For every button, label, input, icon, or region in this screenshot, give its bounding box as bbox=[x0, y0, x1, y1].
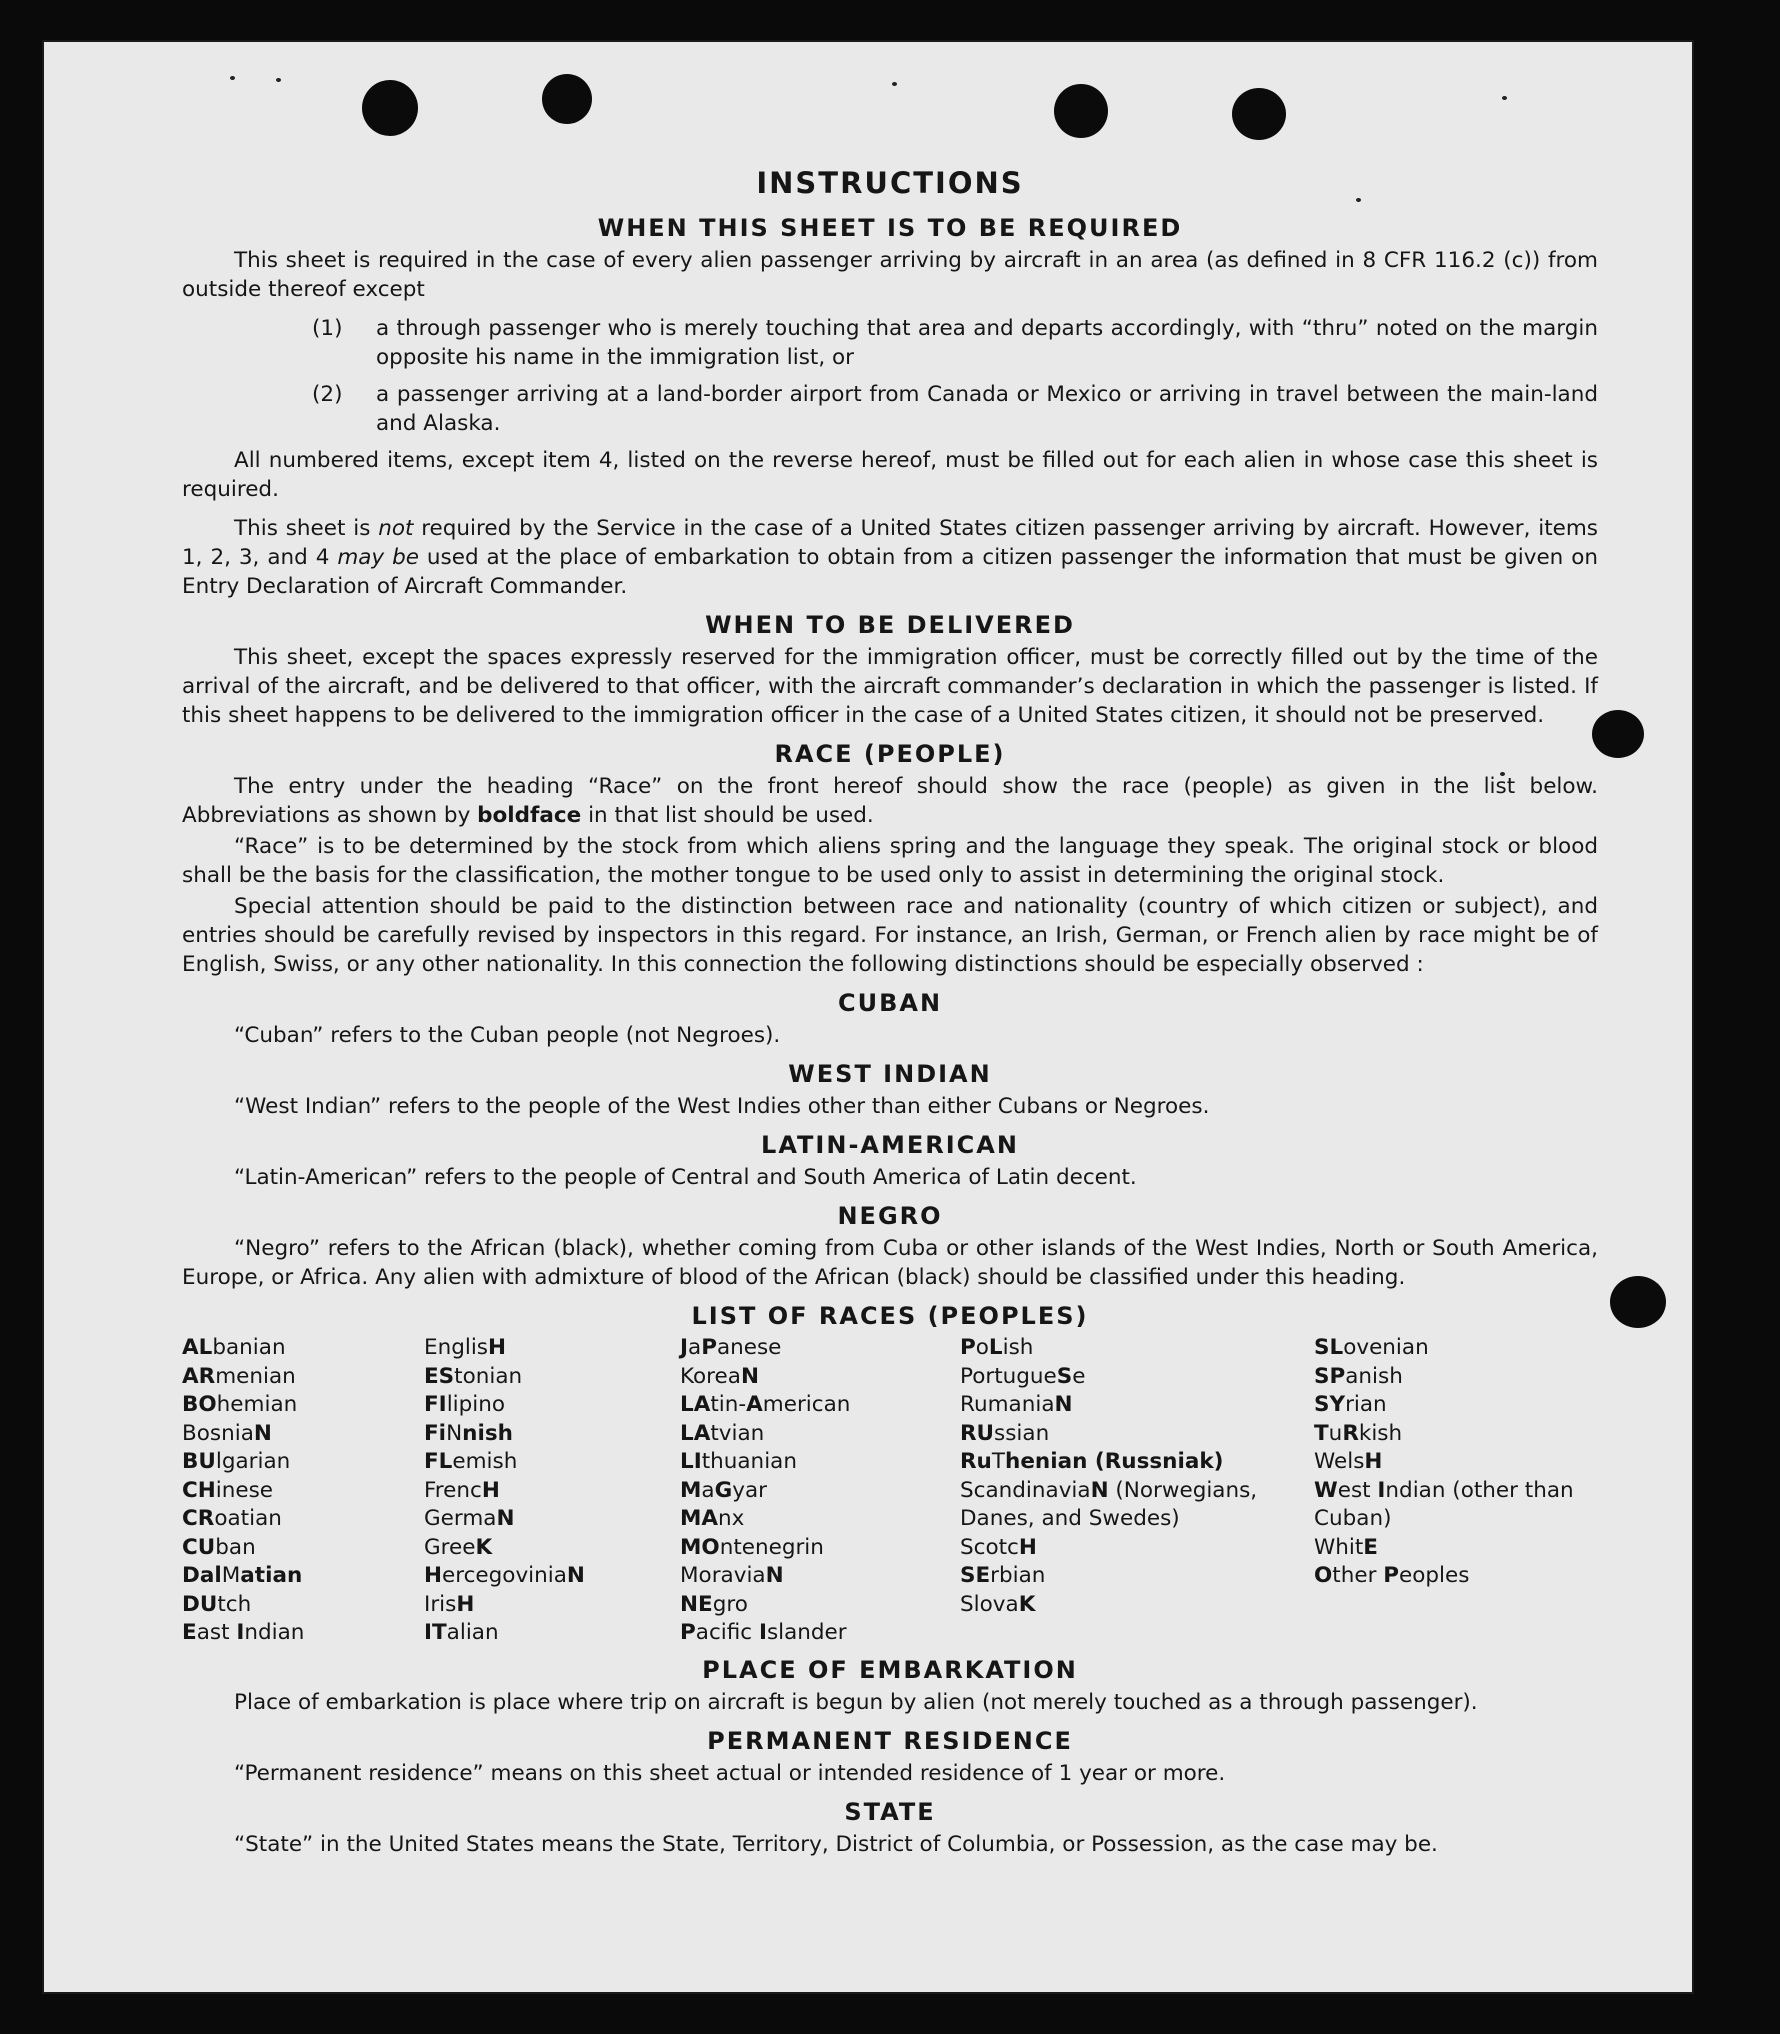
race-entry: BosniaN bbox=[182, 1420, 272, 1446]
race-entry: MOntenegrin bbox=[680, 1534, 824, 1560]
heading-negro: NEGRO bbox=[837, 1202, 943, 1230]
race-entry: CHinese bbox=[182, 1477, 274, 1503]
race-entry: LIthuanian bbox=[680, 1449, 797, 1474]
race-entry: DUtch bbox=[182, 1591, 252, 1617]
speck bbox=[276, 78, 281, 82]
race-entry: ARmenian bbox=[182, 1363, 296, 1389]
speck bbox=[1502, 96, 1507, 100]
race-entry: ITalian bbox=[424, 1620, 499, 1645]
exception-item bbox=[182, 314, 1598, 372]
heading-latin-american: LATIN-AMERICAN bbox=[761, 1131, 1019, 1159]
race-entry: EStonian bbox=[424, 1363, 523, 1389]
races-column bbox=[182, 1334, 424, 1648]
race-entry: Other Peoples bbox=[1314, 1563, 1470, 1588]
latin-american-text: “Latin-American” refers to the people of Central and South America of Latin decent. bbox=[234, 1165, 1137, 1190]
race-entry: JaPanese bbox=[680, 1335, 782, 1360]
item-number: (1) bbox=[312, 316, 343, 341]
race-entry: DalMatian bbox=[182, 1563, 303, 1588]
page-title: INSTRUCTIONS bbox=[756, 166, 1024, 200]
race-paragraph-3: Special attention should be paid to the distinction between race and nationality (country of which citizen or subject), and entries should be carefully revised by inspectors in this regard. For instance, an Irish, German, or French alien by race might be of English, Swiss, or any other nationality. In this connection the following distinctions should be especially observed : bbox=[182, 894, 1598, 977]
race-entry: RUssian bbox=[960, 1420, 1050, 1446]
race-entry: CRoatian bbox=[182, 1506, 282, 1531]
punch-hole bbox=[1610, 1276, 1666, 1328]
item-text: a passenger arriving at a land-border airport from Canada or Mexico or arriving in travel between the main-land and Alaska. bbox=[376, 382, 1598, 436]
race-entry: FiNnish bbox=[424, 1420, 513, 1446]
race-entry: SPanish bbox=[1314, 1363, 1403, 1389]
race-paragraph-1: The entry under the heading “Race” on the front hereof should show the race (people) as given in the list below. Abbreviations as shown by boldface in that list should be used. bbox=[182, 774, 1598, 828]
race-entry: LAtvian bbox=[680, 1420, 765, 1446]
race-entry: East Indian bbox=[182, 1620, 305, 1645]
races-column bbox=[424, 1334, 680, 1648]
race-entry: EnglisH bbox=[424, 1335, 507, 1360]
race-entry: WhitE bbox=[1314, 1534, 1378, 1560]
when-required-intro: This sheet is required in the case of every alien passenger arriving by aircraft in an area (as defined in 8 CFR 116.2 (c)) from outside thereof except bbox=[182, 248, 1598, 302]
instructions-content bbox=[182, 160, 1598, 1869]
races-column bbox=[1314, 1334, 1574, 1648]
race-entry: GermaN bbox=[424, 1506, 515, 1531]
permanent-residence-text: “Permanent residence” means on this sheet actual or intended residence of 1 year or more. bbox=[234, 1760, 1226, 1786]
item-number: (2) bbox=[312, 382, 343, 407]
race-entry: CUban bbox=[182, 1534, 256, 1560]
race-entry: MaGyar bbox=[680, 1477, 767, 1503]
race-entry: ScotcH bbox=[960, 1534, 1037, 1560]
race-entry: PortugueSe bbox=[960, 1363, 1086, 1389]
race-entry: KoreaN bbox=[680, 1363, 759, 1389]
race-entry: HercegoviniaN bbox=[424, 1563, 585, 1588]
cuban-text: “Cuban” refers to the Cuban people (not Negroes). bbox=[234, 1023, 781, 1048]
races-list bbox=[182, 1334, 1598, 1648]
punch-hole bbox=[542, 74, 592, 124]
race-paragraph-2: “Race” is to be determined by the stock from which aliens spring and the language they speak. The original stock or blood shall be the basis for the classification, the mother tongue to be used only to assist in determining the original stock. bbox=[182, 834, 1598, 888]
race-entry: RumaniaN bbox=[960, 1392, 1073, 1417]
heading-west-indian: WEST INDIAN bbox=[788, 1060, 992, 1088]
state-text: “State” in the United States means the State, Territory, District of Columbia, or Possession, as the case may be. bbox=[234, 1831, 1438, 1857]
heading-permanent-residence: PERMANENT RESIDENCE bbox=[707, 1726, 1073, 1755]
race-entry: ScandinaviaN (Norwegians, Danes, and Swedes) bbox=[960, 1477, 1258, 1531]
race-entry: NEgro bbox=[680, 1591, 748, 1617]
race-entry: SLovenian bbox=[1314, 1335, 1429, 1360]
races-column bbox=[960, 1334, 1314, 1648]
race-entry: MAnx bbox=[680, 1506, 745, 1531]
race-entry: BOhemian bbox=[182, 1392, 298, 1417]
race-entry: RuThenian (Russniak) bbox=[960, 1449, 1224, 1474]
heading-state: STATE bbox=[844, 1797, 936, 1826]
speck bbox=[230, 76, 235, 80]
negro-text: “Negro” refers to the African (black), whether coming from Cuba or other islands of the West Indies, North or South America, Europe, or Africa. Any alien with admixture of blood of the African (black) should be classified under this heading. bbox=[182, 1236, 1598, 1290]
citizen-paragraph: This sheet is not required by the Service in the case of a United States citizen passenger arriving by aircraft. However, items 1, 2, 3, and 4 may be used at the place of embarkation to obtain from a citizen passenger the information that must be given on Entry Declaration of Aircraft Commander. bbox=[182, 516, 1599, 599]
race-entry: BUlgarian bbox=[182, 1449, 291, 1474]
race-entry: GreeK bbox=[424, 1534, 493, 1560]
race-entry: IrisH bbox=[424, 1591, 475, 1617]
race-entry: SErbian bbox=[960, 1563, 1046, 1588]
punch-hole bbox=[362, 80, 418, 136]
punch-hole bbox=[1232, 88, 1286, 140]
west-indian-text: “West Indian” refers to the people of the West Indies other than either Cubans or Negroes. bbox=[234, 1094, 1210, 1119]
race-entry: FLemish bbox=[424, 1449, 518, 1474]
numbered-items-paragraph: All numbered items, except item 4, listed on the reverse hereof, must be filled out for each alien in whose case this sheet is required. bbox=[182, 448, 1598, 502]
race-entry: West Indian (other than Cuban) bbox=[1314, 1477, 1574, 1531]
heading-place-of-embarkation: PLACE OF EMBARKATION bbox=[702, 1655, 1078, 1684]
heading-when-delivered: WHEN TO BE DELIVERED bbox=[705, 611, 1075, 639]
race-entry: FIlipino bbox=[424, 1392, 506, 1417]
race-entry: SYrian bbox=[1314, 1392, 1387, 1417]
exception-item bbox=[182, 380, 1598, 438]
race-entry: SlovaK bbox=[960, 1591, 1036, 1617]
race-entry: ALbanian bbox=[182, 1335, 286, 1360]
race-entry: LAtin-American bbox=[680, 1392, 851, 1417]
heading-list-of-races: LIST OF RACES (PEOPLES) bbox=[691, 1302, 1089, 1330]
heading-race: RACE (PEOPLE) bbox=[774, 740, 1006, 768]
item-text: a through passenger who is merely touching that area and departs accordingly, with “thru” noted on the margin opposite his name in the immigration list, or bbox=[376, 316, 1598, 370]
race-entry: PoLish bbox=[960, 1335, 1034, 1360]
punch-hole bbox=[1054, 84, 1108, 138]
speck bbox=[892, 82, 897, 86]
heading-when-required: WHEN THIS SHEET IS TO BE REQUIRED bbox=[597, 214, 1183, 242]
races-column bbox=[680, 1334, 960, 1648]
race-entry: FrencH bbox=[424, 1477, 500, 1503]
when-delivered-text: This sheet, except the spaces expressly reserved for the immigration officer, must be correctly filled out by the time of the arrival of the aircraft, and be delivered to that officer, with the aircraft commander’s declaration in which the passenger is listed. If this sheet happens to be delivered to the immigration officer in the case of a United States citizen, it should not be preserved. bbox=[182, 645, 1598, 728]
place-of-embarkation-text: Place of embarkation is place where trip on aircraft is begun by alien (not merely touched as a through passenger). bbox=[234, 1689, 1478, 1715]
race-entry: MoraviaN bbox=[680, 1563, 784, 1588]
race-entry: TuRkish bbox=[1314, 1420, 1403, 1446]
heading-cuban: CUBAN bbox=[837, 989, 943, 1017]
race-entry: Pacific Islander bbox=[680, 1620, 847, 1645]
race-entry: WelsH bbox=[1314, 1449, 1383, 1474]
punch-hole bbox=[1592, 710, 1644, 758]
